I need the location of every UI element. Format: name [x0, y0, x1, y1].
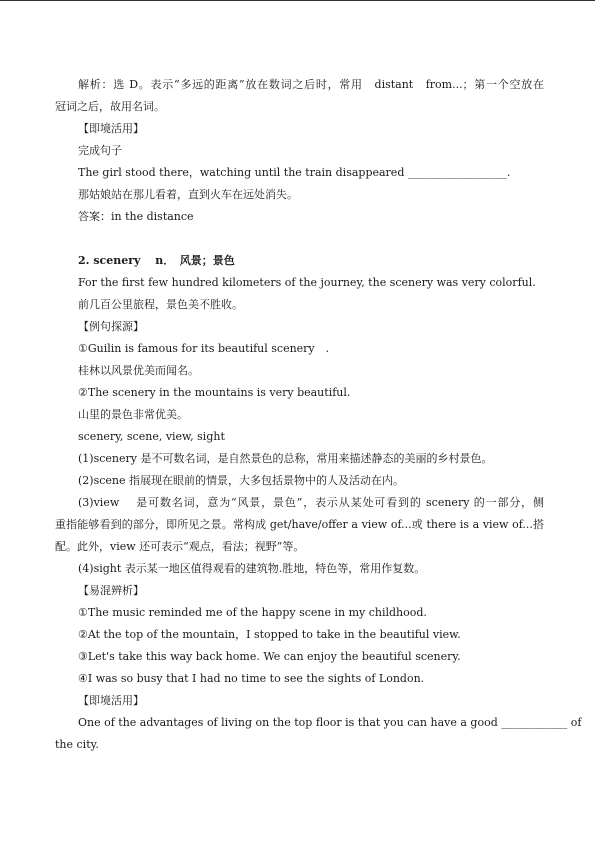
- example-1-en: ①Guilin is famous for its beautiful scenery .: [78, 342, 330, 355]
- distinguish-sentence-2: ②At the top of the mountain，I stopped to take in the beautiful view.: [78, 628, 461, 641]
- practice-sentence-line-2: the city.: [55, 738, 99, 751]
- note-view-line-3: 配。此外，view 还可表示“观点，看法；视野”等。: [55, 540, 305, 553]
- distinguish-sentence-4: ④I was so busy that I had no time to see the sights of London.: [78, 672, 425, 685]
- distinguish-sentence-3: ③Let's take this way back home. We can enjoy the beautiful scenery.: [78, 650, 461, 663]
- section-heading-practice-2: 【即境活用】: [78, 694, 144, 707]
- note-scene: (2)scene 指展现在眼前的情景，大多包括景物中的人及活动在内。: [78, 474, 404, 487]
- vocab-example-zh: 前几百公里旅程，景色美不胜收。: [78, 298, 243, 311]
- practice-sentence-line-1: One of the advantages of living on the top floor is that you can have a good ____________ of: [78, 716, 582, 729]
- vocab-example-en: For the first few hundred kilometers of the journey, the scenery was very colorful.: [78, 276, 536, 289]
- distinguish-sentence-1: ①The music reminded me of the happy scene in my childhood.: [78, 606, 427, 619]
- note-view-line-2: 重指能够看到的部分，即所见之景。常构成 get/have/offer a view of...或 there is a view of...搭: [55, 518, 544, 531]
- note-view-line-1: (3)view 是可数名词，意为“风景，景色”，表示从某处可看到的 scenery 的一部分，侧: [78, 496, 544, 509]
- answer-line: 答案：in the distance: [78, 210, 194, 223]
- section-heading-distinguish: 【易混辨析】: [78, 584, 144, 597]
- note-scenery: (1)scenery 是不可数名词，是自然景色的总称，常用来描述静态的美丽的乡村景色。: [78, 452, 493, 465]
- example-2-en: ②The scenery in the mountains is very beautiful.: [78, 386, 351, 399]
- task-label: 完成句子: [78, 144, 122, 157]
- example-2-zh: 山里的景色非常优美。: [78, 408, 188, 421]
- section-heading-examples: 【例句探源】: [78, 320, 144, 333]
- exercise-translation: 那姑娘站在那儿看着，直到火车在远处消失。: [78, 188, 298, 201]
- note-sight: (4)sight 表示某一地区值得观看的建筑物.胜地，特色等，常用作复数。: [78, 562, 426, 575]
- analysis-line-1: 解析：选 D。表示“多远的距离”放在数词之后时，常用 distant from...；第一个空放在: [78, 78, 544, 91]
- comparison-words: scenery, scene, view, sight: [78, 430, 225, 443]
- analysis-line-2: 冠词之后，故用名词。: [55, 100, 165, 113]
- section-heading-practice: 【即境活用】: [78, 122, 144, 135]
- exercise-sentence: The girl stood there，watching until the train disappeared __________________.: [78, 166, 511, 179]
- example-1-zh: 桂林以风景优美而闻名。: [78, 364, 199, 377]
- vocab-heading-scenery: 2. scenery n． 风景；景色: [78, 254, 235, 267]
